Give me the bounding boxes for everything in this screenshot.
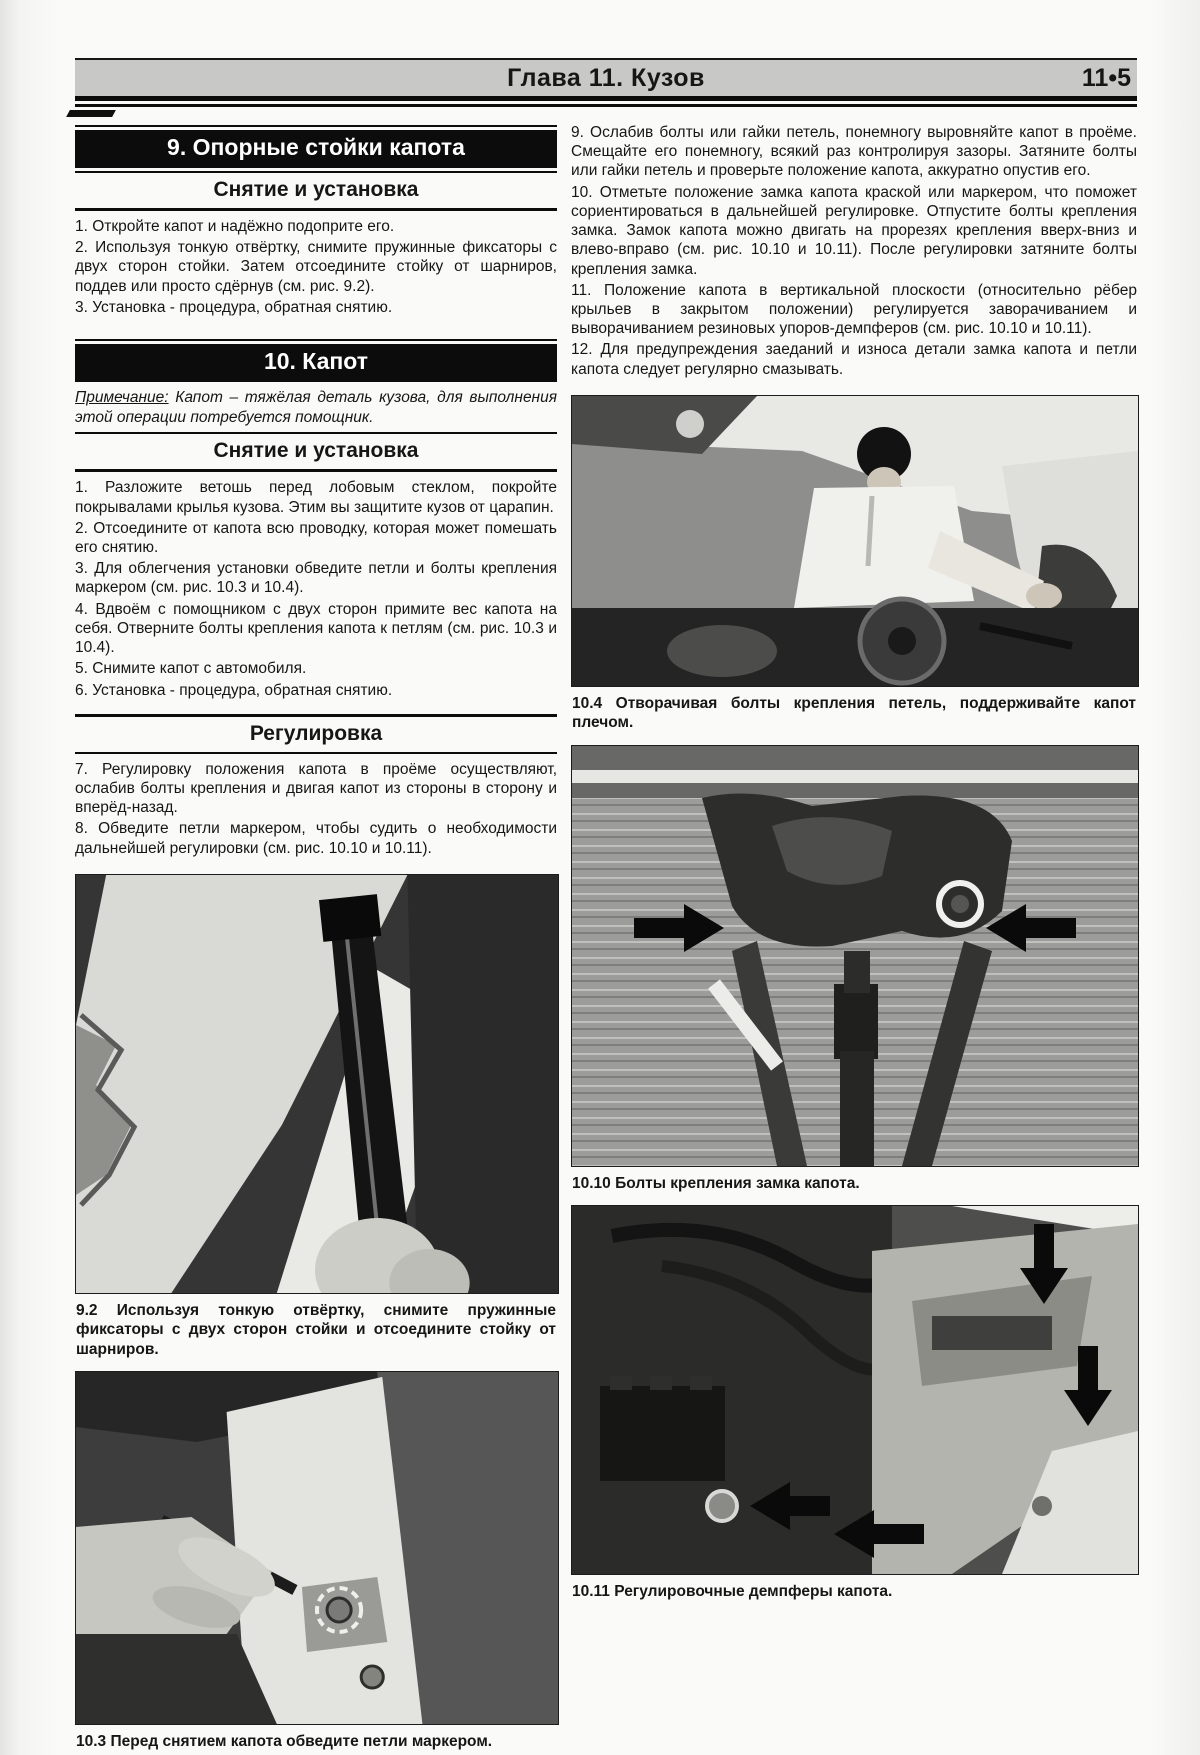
figure-10-11-image	[571, 1205, 1139, 1575]
right-column	[571, 121, 1137, 1601]
figure-9-2	[75, 874, 557, 1359]
scan-artifact	[66, 110, 116, 117]
step: 7. Регулировку положения капота в проёме осуществляют, ослабив болты крепления и двигая капот из стороны в сторону и вперёд-назад.	[75, 760, 557, 817]
step: 6. Установка - процедура, обратная снятию.	[75, 681, 393, 699]
step: 1. Разложите ветошь перед лобовым стеклом, покройте покрывалами крылья кузова. Этим вы защитите кузов от царапин.	[75, 479, 557, 516]
section-10-adjust-header: Регулировка	[75, 714, 557, 754]
section-10-note	[75, 388, 557, 428]
manual-page	[0, 58, 1200, 1755]
section-10-removal-header: Снятие и установка	[75, 432, 557, 472]
section-9	[75, 125, 557, 211]
figure-10-10-caption: 10.10 Болты крепления замка капота.	[572, 1174, 860, 1192]
step: 8. Обведите петли маркером, чтобы судить о необходимости дальнейшей регулировки (см. рис. 10.10 и 10.11).	[75, 820, 557, 857]
page-number: 11•5	[1081, 64, 1131, 92]
section-10-removal-steps	[75, 472, 557, 703]
figure-9-2-caption: 9.2 Используя тонкую отвёртку, снимите пружинные фиксаторы с двух сторон стойки и отсоедините стойку от шарниров.	[76, 1301, 556, 1358]
section-10-title: 10. Капот	[75, 344, 557, 382]
step: 11. Положение капота в вертикальной плоскости (относительно рёбер крыльев в закрытом положении) регулируется заворачиванием и выворачиванием резиновых упоров-демпферов (см. рис. 10.10 и 10.11).	[571, 281, 1137, 338]
figure-10-4	[571, 395, 1137, 733]
section-10-adjust-steps	[75, 754, 557, 862]
section-9-title: 9. Опорные стойки капота	[75, 130, 557, 168]
figure-10-4-image	[571, 395, 1139, 687]
columns	[75, 121, 1137, 1751]
step: 12. Для предупреждения заеданий и износа детали замка капота и петли капота следует регулярно смазывать.	[571, 341, 1137, 378]
figure-10-4-caption: 10.4 Отворачивая болты крепления петель, поддерживайте капот плечом.	[572, 694, 1136, 732]
step: 10. Отметьте положение замка капота краской или маркером, что поможет сориентироваться в дальнейшей регулировке. Отпустите болты крепления замка. Замок капота можно двигать на прорезях крепления вверх-вниз и влево-вправо (см. рис. 10.10 и 10.11). После регулировки затяните болты крепления замка.	[571, 183, 1137, 278]
step: 9. Ослабив болты или гайки петель, понемногу выровняйте капот в проёме. Смещайте его понемногу, всякий раз контролируя зазоры. Затяните болты или гайки петель и проверьте положение капота, аккуратно опустив его.	[571, 124, 1137, 180]
step: 3. Для облегчения установки обведите петли и болты крепления маркером (см. рис. 10.3 и 10.4).	[75, 560, 557, 597]
figure-10-11-caption: 10.11 Регулировочные демпферы капота.	[572, 1582, 893, 1600]
section-10	[75, 339, 557, 382]
section-9-steps	[75, 211, 557, 321]
section-10-adjust-steps-continued	[571, 121, 1137, 383]
step: 1. Откройте капот и надёжно подоприте его.	[75, 218, 395, 235]
figure-10-3-caption: 10.3 Перед снятием капота обведите петли маркером.	[76, 1733, 493, 1750]
section-9-removal-header: Снятие и установка	[75, 171, 557, 211]
note-label: Примечание:	[75, 389, 169, 407]
note-text: Капот – тяжёлая деталь кузова, для выполнения этой операции потребуется помощник.	[75, 389, 557, 427]
figure-10-3-image	[75, 1371, 559, 1725]
figure-10-3	[75, 1371, 557, 1751]
figure-10-10-image	[571, 745, 1139, 1167]
step: 4. Вдвоём с помощником с двух сторон примите вес капота на себя. Отверните болты крепления капота к петлям (см. рис. 10.3 и 10.4).	[75, 600, 557, 657]
step: 3. Установка - процедура, обратная снятию.	[75, 298, 393, 316]
chapter-title: Глава 11. Кузов	[507, 63, 705, 92]
left-column	[75, 121, 557, 1751]
step: 2. Отсоедините от капота всю проводку, которая может помешать его снятию.	[75, 519, 557, 557]
figure-9-2-image	[75, 874, 559, 1294]
step: 2. Используя тонкую отвёртку, снимите пружинные фиксаторы с двух сторон стойки. Затем отсоедините стойку от шарниров, поддев или просто сдёрнув (см. рис. 9.2).	[75, 239, 557, 295]
step: 5. Снимите капот с автомобиля.	[75, 660, 307, 678]
figure-10-10	[571, 745, 1137, 1193]
page-header	[75, 58, 1137, 101]
figure-10-11	[571, 1205, 1137, 1601]
header-rule	[75, 104, 1137, 107]
